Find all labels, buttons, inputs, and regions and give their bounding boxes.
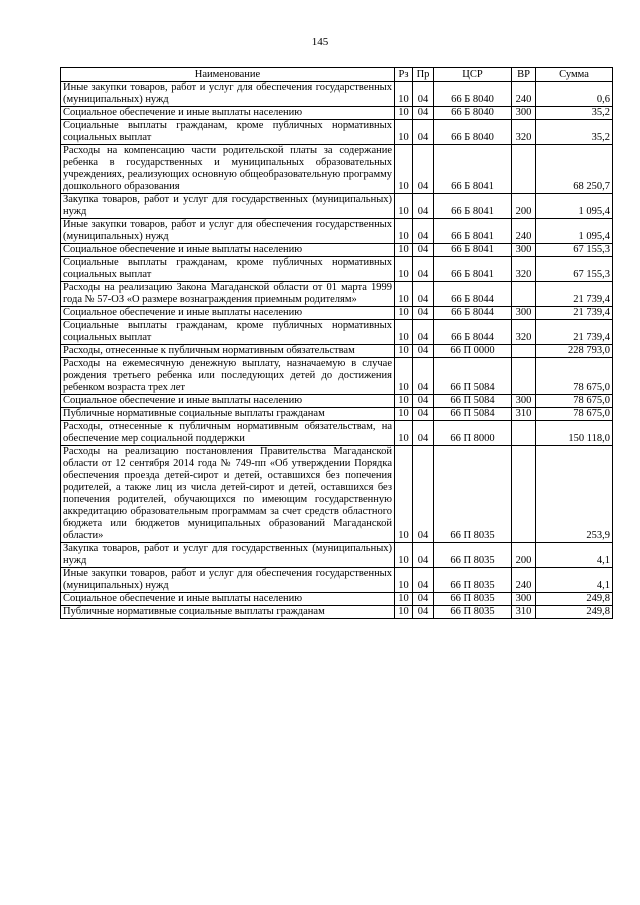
cell-sum: 1 095,4 xyxy=(536,194,613,219)
table-row xyxy=(61,219,613,244)
cell-csr: 66 П 5084 xyxy=(434,408,512,421)
cell-pr: 04 xyxy=(413,282,434,307)
table-row xyxy=(61,82,613,107)
cell-csr: 66 П 0000 xyxy=(434,345,512,358)
cell-rz: 10 xyxy=(395,395,413,408)
cell-rz: 10 xyxy=(395,194,413,219)
cell-rz: 10 xyxy=(395,606,413,619)
cell-csr: 66 Б 8041 xyxy=(434,145,512,194)
cell-rz: 10 xyxy=(395,120,413,145)
header-sum: Сумма xyxy=(536,68,613,82)
cell-vr: 320 xyxy=(512,120,536,145)
cell-csr: 66 Б 8041 xyxy=(434,257,512,282)
cell-vr: 240 xyxy=(512,568,536,593)
cell-vr xyxy=(512,421,536,446)
cell-sum: 249,8 xyxy=(536,593,613,606)
cell-rz: 10 xyxy=(395,257,413,282)
cell-rz: 10 xyxy=(395,421,413,446)
cell-vr xyxy=(512,345,536,358)
cell-sum: 78 675,0 xyxy=(536,358,613,395)
table-row xyxy=(61,421,613,446)
cell-rz: 10 xyxy=(395,408,413,421)
cell-name: Социальные выплаты гражданам, кроме публичных нормативных социальных выплат xyxy=(61,120,395,145)
cell-pr: 04 xyxy=(413,107,434,120)
table-row xyxy=(61,320,613,345)
table-row xyxy=(61,244,613,257)
cell-csr: 66 П 8035 xyxy=(434,606,512,619)
cell-rz: 10 xyxy=(395,244,413,257)
table-row xyxy=(61,145,613,194)
cell-vr: 200 xyxy=(512,194,536,219)
cell-csr: 66 П 8035 xyxy=(434,568,512,593)
cell-csr: 66 П 8000 xyxy=(434,421,512,446)
table-row xyxy=(61,307,613,320)
cell-rz: 10 xyxy=(395,219,413,244)
cell-pr: 04 xyxy=(413,244,434,257)
page-number: 145 xyxy=(311,36,329,48)
cell-pr: 04 xyxy=(413,358,434,395)
cell-name: Иные закупки товаров, работ и услуг для обеспечения государственных (муниципальных) нужд xyxy=(61,82,395,107)
cell-pr: 04 xyxy=(413,320,434,345)
cell-vr: 310 xyxy=(512,606,536,619)
cell-pr: 04 xyxy=(413,593,434,606)
cell-vr: 300 xyxy=(512,107,536,120)
cell-name: Социальное обеспечение и иные выплаты населению xyxy=(61,244,395,257)
cell-rz: 10 xyxy=(395,446,413,543)
cell-sum: 67 155,3 xyxy=(536,244,613,257)
cell-sum: 249,8 xyxy=(536,606,613,619)
cell-rz: 10 xyxy=(395,593,413,606)
cell-pr: 04 xyxy=(413,543,434,568)
cell-vr: 320 xyxy=(512,320,536,345)
header-pr: Пр xyxy=(413,68,434,82)
cell-pr: 04 xyxy=(413,307,434,320)
table-row xyxy=(61,257,613,282)
cell-sum: 78 675,0 xyxy=(536,408,613,421)
cell-rz: 10 xyxy=(395,345,413,358)
table-row xyxy=(61,358,613,395)
cell-vr: 240 xyxy=(512,219,536,244)
cell-rz: 10 xyxy=(395,320,413,345)
cell-pr: 04 xyxy=(413,395,434,408)
cell-name: Социальное обеспечение и иные выплаты населению xyxy=(61,307,395,320)
cell-vr: 300 xyxy=(512,395,536,408)
header-vr: ВР xyxy=(512,68,536,82)
cell-name: Расходы на компенсацию части родительской платы за содержание ребенка в государственных и муниципальных образовательных учреждениях, реализующих основную общеобразовательную программу дошкольного образования xyxy=(61,145,395,194)
cell-name: Публичные нормативные социальные выплаты гражданам xyxy=(61,606,395,619)
table-row xyxy=(61,446,613,543)
header-name: Наименование xyxy=(61,68,395,82)
cell-sum: 21 739,4 xyxy=(536,307,613,320)
cell-sum: 78 675,0 xyxy=(536,395,613,408)
cell-pr: 04 xyxy=(413,568,434,593)
cell-csr: 66 П 8035 xyxy=(434,446,512,543)
cell-pr: 04 xyxy=(413,446,434,543)
table-row xyxy=(61,568,613,593)
cell-csr: 66 Б 8041 xyxy=(434,244,512,257)
cell-name: Закупка товаров, работ и услуг для государственных (муниципальных) нужд xyxy=(61,194,395,219)
budget-table xyxy=(60,67,613,619)
cell-name: Публичные нормативные социальные выплаты гражданам xyxy=(61,408,395,421)
cell-rz: 10 xyxy=(395,307,413,320)
header-csr: ЦСР xyxy=(434,68,512,82)
cell-vr: 310 xyxy=(512,408,536,421)
cell-pr: 04 xyxy=(413,606,434,619)
cell-sum: 4,1 xyxy=(536,568,613,593)
cell-rz: 10 xyxy=(395,282,413,307)
cell-csr: 66 Б 8040 xyxy=(434,120,512,145)
cell-csr: 66 П 8035 xyxy=(434,593,512,606)
cell-pr: 04 xyxy=(413,345,434,358)
cell-name: Расходы на реализацию Закона Магаданской области от 01 марта 1999 года № 57-ОЗ «О размере вознаграждения приемным родителям» xyxy=(61,282,395,307)
cell-name: Расходы, отнесенные к публичным нормативным обязательствам xyxy=(61,345,395,358)
cell-pr: 04 xyxy=(413,194,434,219)
cell-vr: 300 xyxy=(512,593,536,606)
cell-sum: 68 250,7 xyxy=(536,145,613,194)
table-row xyxy=(61,543,613,568)
cell-csr: 66 П 5084 xyxy=(434,395,512,408)
cell-pr: 04 xyxy=(413,421,434,446)
cell-vr xyxy=(512,446,536,543)
table-row xyxy=(61,120,613,145)
cell-sum: 1 095,4 xyxy=(536,219,613,244)
cell-sum: 228 793,0 xyxy=(536,345,613,358)
table-row xyxy=(61,194,613,219)
cell-rz: 10 xyxy=(395,107,413,120)
cell-csr: 66 Б 8041 xyxy=(434,194,512,219)
table-header-row xyxy=(61,68,613,82)
cell-name: Социальное обеспечение и иные выплаты населению xyxy=(61,395,395,408)
table-body xyxy=(61,82,613,619)
cell-csr: 66 Б 8044 xyxy=(434,307,512,320)
cell-sum: 4,1 xyxy=(536,543,613,568)
cell-name: Социальные выплаты гражданам, кроме публичных нормативных социальных выплат xyxy=(61,257,395,282)
table-row xyxy=(61,593,613,606)
cell-name: Расходы на реализацию постановления Правительства Магаданской области от 12 сентября 2014 года № 749-пп «Об утверждении Порядка обеспечения проезда детей-сирот и детей, оставшихся без попечения родителей, а также лиц из числа детей-сирот и детей, оставшихся без попечения родителей, обучающихся по имеющим государственную аккредитацию образовательным программам за счет средств областного бюджета или бюджетов муниципальных образований Магаданской области» xyxy=(61,446,395,543)
cell-csr: 66 Б 8040 xyxy=(434,82,512,107)
cell-name: Социальные выплаты гражданам, кроме публичных нормативных социальных выплат xyxy=(61,320,395,345)
cell-csr: 66 Б 8044 xyxy=(434,320,512,345)
table-row xyxy=(61,606,613,619)
cell-pr: 04 xyxy=(413,257,434,282)
cell-pr: 04 xyxy=(413,408,434,421)
cell-sum: 21 739,4 xyxy=(536,320,613,345)
cell-sum: 67 155,3 xyxy=(536,257,613,282)
cell-vr: 300 xyxy=(512,244,536,257)
cell-rz: 10 xyxy=(395,82,413,107)
cell-csr: 66 Б 8044 xyxy=(434,282,512,307)
cell-pr: 04 xyxy=(413,219,434,244)
cell-pr: 04 xyxy=(413,82,434,107)
table-row xyxy=(61,408,613,421)
cell-rz: 10 xyxy=(395,145,413,194)
cell-sum: 21 739,4 xyxy=(536,282,613,307)
cell-pr: 04 xyxy=(413,145,434,194)
table-row xyxy=(61,395,613,408)
cell-csr: 66 Б 8040 xyxy=(434,107,512,120)
cell-vr: 320 xyxy=(512,257,536,282)
cell-name: Расходы, отнесенные к публичным нормативным обязательствам, на обеспечение мер социальной поддержки xyxy=(61,421,395,446)
cell-vr xyxy=(512,358,536,395)
cell-name: Закупка товаров, работ и услуг для государственных (муниципальных) нужд xyxy=(61,543,395,568)
cell-rz: 10 xyxy=(395,543,413,568)
table-row xyxy=(61,282,613,307)
cell-csr: 66 П 8035 xyxy=(434,543,512,568)
cell-name: Социальное обеспечение и иные выплаты населению xyxy=(61,593,395,606)
cell-pr: 04 xyxy=(413,120,434,145)
cell-name: Социальное обеспечение и иные выплаты населению xyxy=(61,107,395,120)
cell-csr: 66 П 5084 xyxy=(434,358,512,395)
cell-sum: 253,9 xyxy=(536,446,613,543)
cell-rz: 10 xyxy=(395,568,413,593)
cell-sum: 0,6 xyxy=(536,82,613,107)
cell-vr: 300 xyxy=(512,307,536,320)
cell-sum: 150 118,0 xyxy=(536,421,613,446)
table-row xyxy=(61,345,613,358)
cell-vr xyxy=(512,145,536,194)
cell-rz: 10 xyxy=(395,358,413,395)
cell-vr xyxy=(512,282,536,307)
table-row xyxy=(61,107,613,120)
cell-name: Иные закупки товаров, работ и услуг для обеспечения государственных (муниципальных) нужд xyxy=(61,219,395,244)
cell-name: Иные закупки товаров, работ и услуг для обеспечения государственных (муниципальных) нужд xyxy=(61,568,395,593)
cell-sum: 35,2 xyxy=(536,120,613,145)
cell-name: Расходы на ежемесячную денежную выплату, назначаемую в случае рождения третьего ребенка или последующих детей до достижения ребенком возраста трех лет xyxy=(61,358,395,395)
header-rz: Рз xyxy=(395,68,413,82)
cell-vr: 200 xyxy=(512,543,536,568)
cell-csr: 66 Б 8041 xyxy=(434,219,512,244)
cell-sum: 35,2 xyxy=(536,107,613,120)
cell-vr: 240 xyxy=(512,82,536,107)
